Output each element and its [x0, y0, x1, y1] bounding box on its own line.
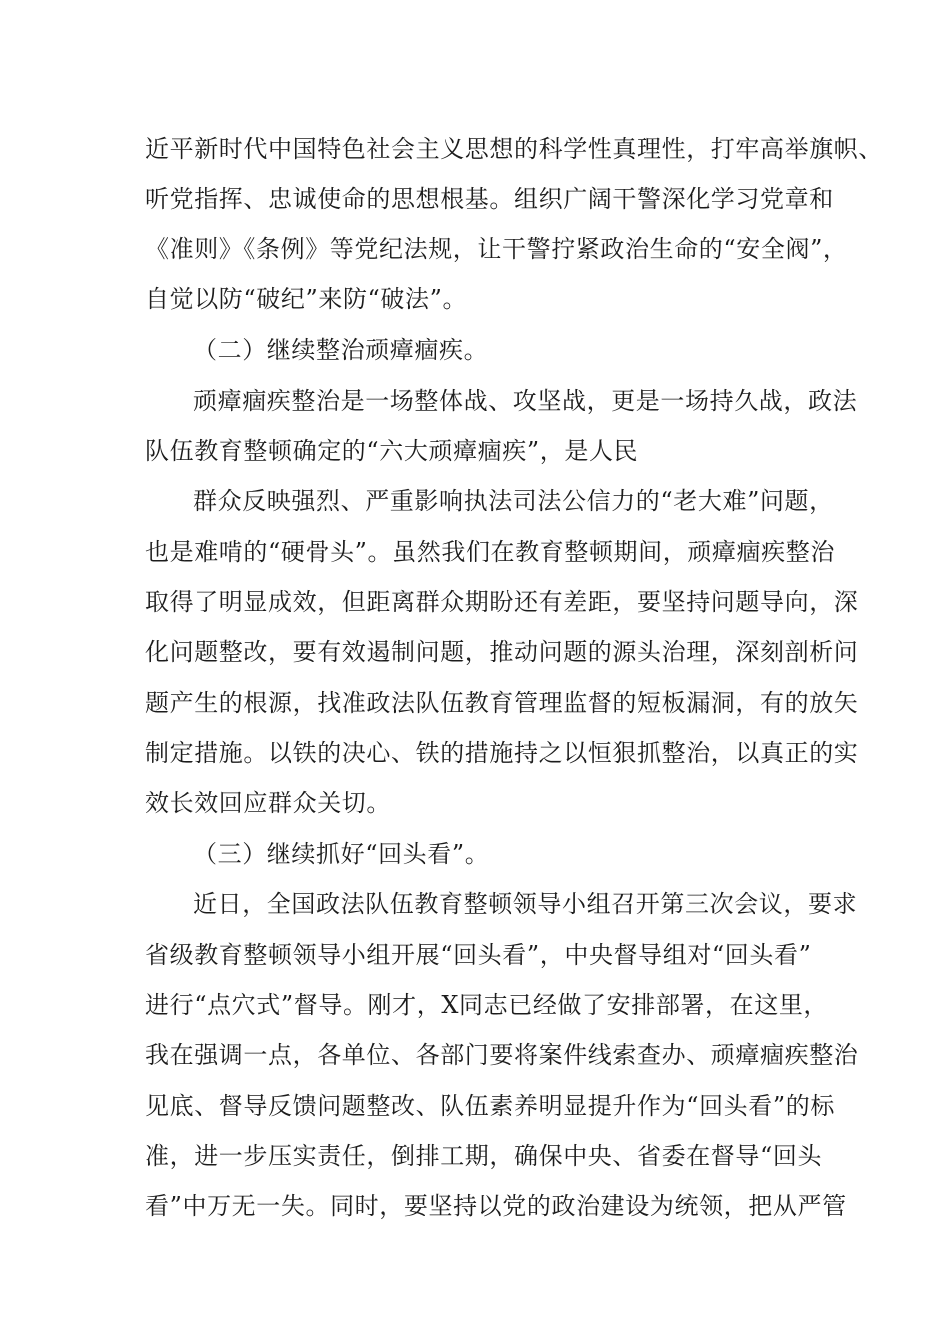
text-line-10: 取得了明显成效，但距离群众期盼还有差距，要坚持问题导向，深 — [145, 588, 859, 616]
text-line-22: 看”中万无一失。同时，要坚持以党的政治建设为统领，把从严管 — [145, 1192, 847, 1220]
text-line-17: 省级教育整顿领导小组开展“回头看”，中央督导组对“回头看” — [145, 941, 812, 969]
text-line-11: 化问题整改，要有效遏制问题，推动问题的源头治理，深刻剖析问 — [145, 638, 859, 666]
text-line-3: 《准则》《条例》等党纪法规，让干警拧紧政治生命的“安全阀”， — [145, 235, 848, 263]
text-line-20: 见底、督导反馈问题整改、队伍素养明显提升作为“回头看”的标 — [145, 1092, 835, 1120]
text-line-7: 队伍教育整顿确定的“六大顽瘴痼疾”，是人民 — [145, 437, 639, 465]
text-line-6: 顽瘴痼疾整治是一场整体战、攻坚战，更是一场持久战，政法 — [193, 387, 858, 415]
text-line-12: 题产生的根源，找准政法队伍教育管理监督的短板漏洞，有的放矢 — [145, 689, 859, 717]
text-line-18: 进行“点穴式”督导。刚才，X同志已经做了安排部署，在这里， — [145, 991, 829, 1019]
text-line-21: 准，进一步压实责任，倒排工期，确保中央、省委在督导“回头 — [145, 1142, 823, 1170]
text-line-2: 听党指挥、忠诚使命的思想根基。组织广阔干警深化学习党章和 — [145, 185, 834, 213]
text-line-16: 近日，全国政法队伍教育整顿领导小组召开第三次会议，要求 — [193, 890, 858, 918]
section-heading-2: （二）继续整治顽瘴痼疾。 — [193, 336, 489, 364]
section-heading-3: （三）继续抓好“回头看”。 — [193, 840, 490, 868]
text-line-8: 群众反映强烈、严重影响执法司法公信力的“老大难”问题， — [193, 487, 834, 515]
text-line-13: 制定措施。以铁的决心、铁的措施持之以恒狠抓整治，以真正的实 — [145, 739, 859, 767]
text-line-1: 近平新时代中国特色社会主义思想的科学性真理性，打牢高举旗帜、 — [145, 135, 883, 163]
text-line-4: 自觉以防“破纪”来防“破法”。 — [145, 285, 468, 313]
text-line-9: 也是难啃的“硬骨头”。虽然我们在教育整顿期间，顽瘴痼疾整治 — [145, 538, 835, 566]
text-line-19: 我在强调一点，各单位、各部门要将案件线索查办、顽瘴痼疾整治 — [145, 1041, 859, 1069]
text-line-14: 效长效回应群众关切。 — [145, 789, 391, 817]
